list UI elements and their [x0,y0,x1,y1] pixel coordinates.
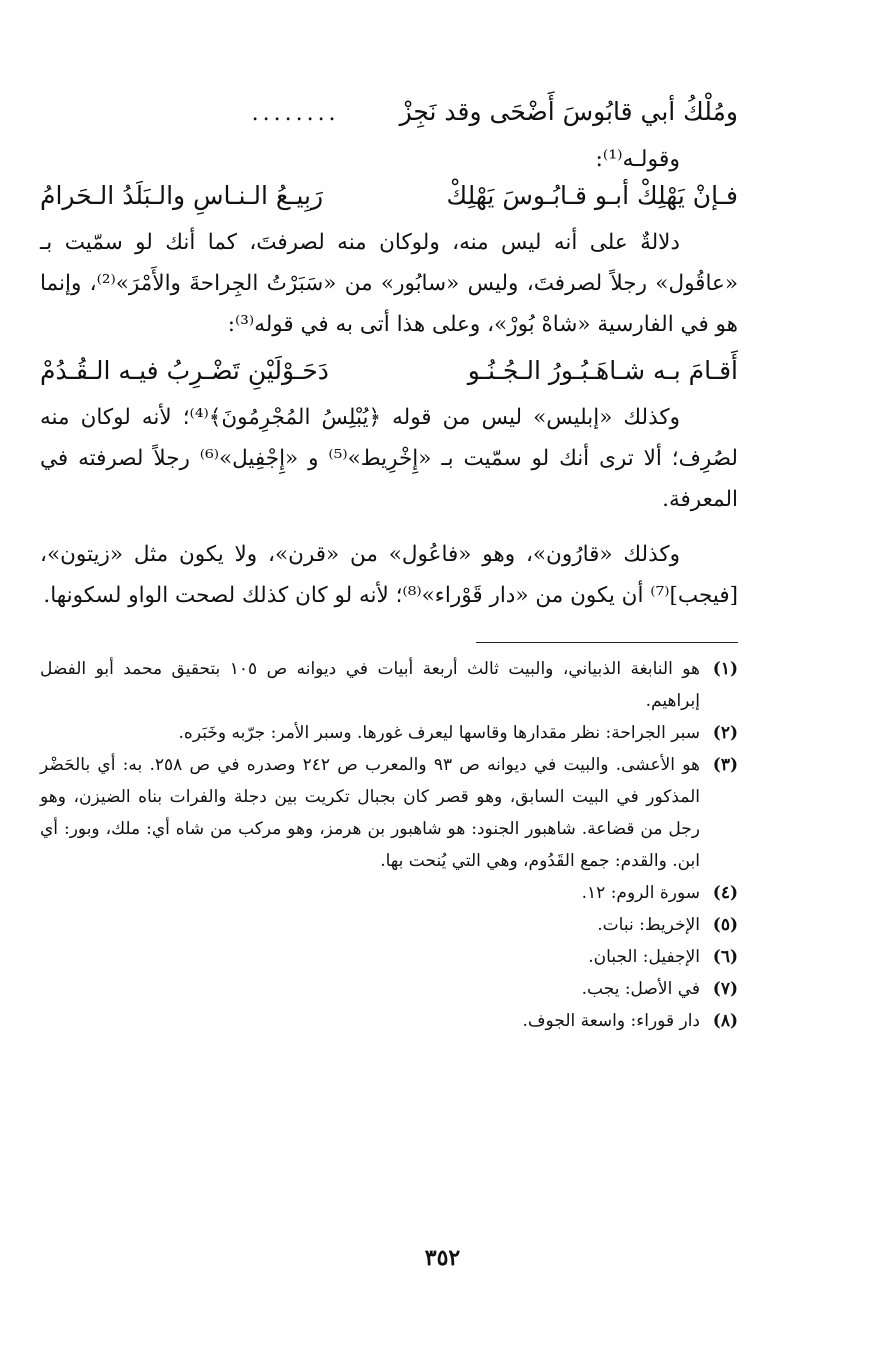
page-number: ٣٥٢ [424,1245,461,1271]
footnote [40,717,738,749]
footnote [40,653,738,717]
footnote-text: دار قوراء: واسعة الجوف. [522,1011,700,1031]
verse-2-hemistich-2: دَحَـوْلَيْنِ تَضْـرِبُ فيـه الـقُـدُمْ [40,356,329,385]
footnote-number: (٨) [712,1011,738,1031]
top-verse-text: ومُلْكُ أبي قابُوسَ أَضْحَى وقد نَجِزْ [399,97,738,126]
footnotes-list [40,653,738,1037]
verse-1-hemistich-1: فـإنْ يَهْلِكْ أبـو قـابُـوسَ يَهْلِكْ [446,181,738,210]
footnote-number: (٣) [712,755,738,775]
page-body [40,92,738,1037]
footnote-text: في الأصل: يجب. [581,979,700,999]
paragraph-2: وكذلك «إبليس» ليس من قوله ﴿يُبْلِسُ المُجْرِمُونَ﴾⁽⁴⁾؛ لأنه لوكان منه لصُرِف؛ ألا ترى أنك لو سمّيت بـ «إِخْرِيط»⁽⁵⁾ و «إِجْفِيل»⁽⁶⁾ رجلاً لصرفته في المعرفة. [40,405,738,512]
footnote-number: (٧) [712,979,738,999]
footnote-number: (٦) [712,947,738,967]
top-verse [40,92,738,134]
paragraph-1: دلالةٌ على أنه ليس منه، ولوكان منه لصرفتَ، كما أنك لو سمّيت بـ «عاقُول» رجلاً لصرفتَ، وليس «سابُور» من «سَبَرْتُ الجِراحةَ والأَمْرَ»⁽²⁾، وإنما هو في الفارسية «شاهْ بُورْ»، وعلى هذا أتى به في قوله⁽³⁾: [40,230,738,337]
verse-2-hemistich-1: أَقـامَ بـه شـاهَـبُـورُ الـجُـنُـو [467,356,738,385]
verse-2 [40,351,738,391]
footnote-text: الإجفيل: الجبان. [588,947,700,967]
footnote-separator [476,642,738,643]
footnote-number: (٢) [712,723,738,743]
ellipsis-dots: ........ [251,101,340,126]
footnote-text: هو النابغة الذبياني، والبيت ثالث أربعة أبيات في ديوانه ص ١٠٥ بتحقيق محمد أبو الفضل إبراهيم. [40,659,700,711]
footnote [40,1005,738,1037]
verse-1-hemistich-2: رَبِيـعُ الـنـاسِ والـبَلَدُ الـحَرامُ [40,181,324,210]
verse-1 [40,176,738,216]
footnote-text: سورة الروم: ١٢. [581,883,700,903]
footnote-number: (١) [712,659,738,679]
footnote [40,749,738,877]
footnote [40,877,738,909]
footnote [40,909,738,941]
footnote-number: (٥) [712,915,738,935]
footnote-text: سبر الجراحة: نظر مقدارها وقاسها ليعرف غورها. وسبر الأمر: جرّبه وخَبَره. [178,723,700,743]
footnote-text: الإخريط: نبات. [597,915,700,935]
paragraph-3: وكذلك «قارُون»، وهو «فاعُول» من «قرن»، ولا يكون مثل «زيتون»، [فيجب]⁽⁷⁾ أن يكون من «دار قَوْراء»⁽⁸⁾؛ لأنه لو كان كذلك لصحت الواو لسكونها. [40,542,738,608]
footnote-number: (٤) [712,883,738,903]
footnote-text: هو الأعشى. والبيت في ديوانه ص ٩٣ والمعرب ص ٢٤٢ وصدره في ص ٢٥٨. به: أي بالحَضْر المذكور في البيت السابق، وهو قصر كان بجبال تكريت بين دجلة والفرات بناه الضيزن، وهو رجل من قضاعة. شاهبور الجنود: هو شاهبور بن هرمز، وهو مركب من شاه أي: ملك، وبور: أي ابن. والقدم: جمع القَدُوم، وهي التي يُنحت بها. [40,755,700,871]
verse-intro: وقولـه⁽¹⁾: [595,147,680,172]
footnote [40,941,738,973]
footnote [40,973,738,1005]
